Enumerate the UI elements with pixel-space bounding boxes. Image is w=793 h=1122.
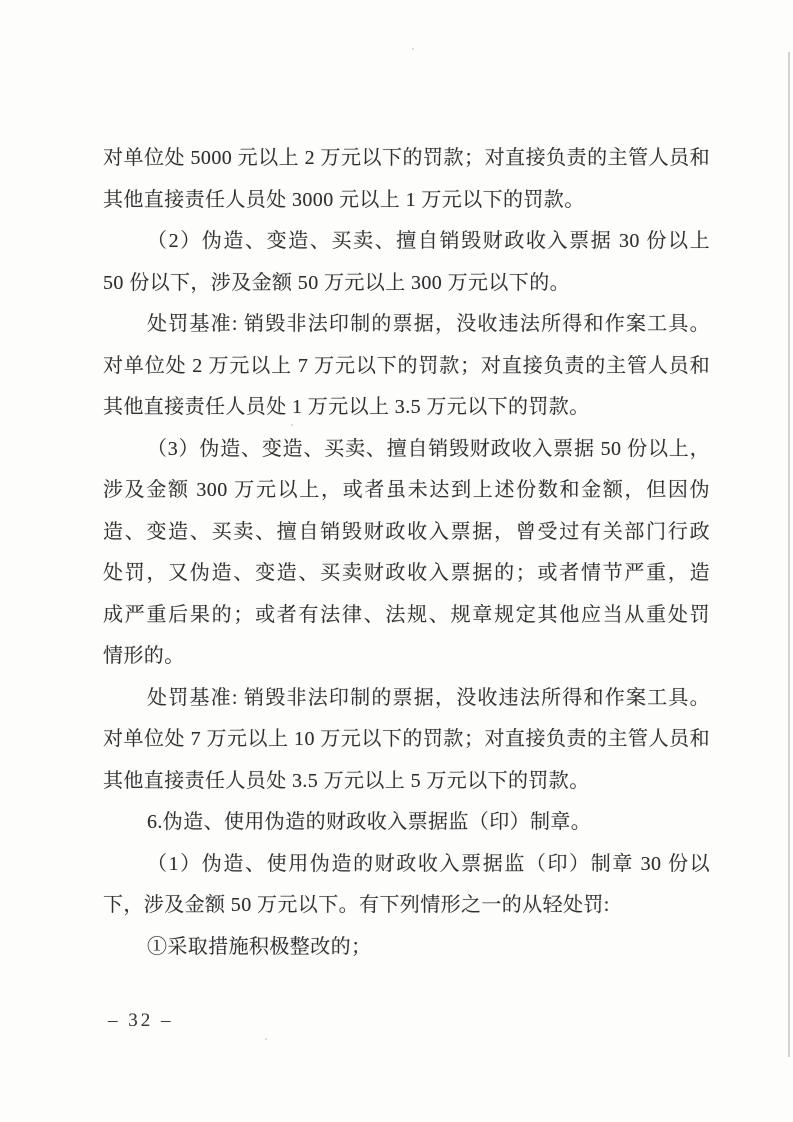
- text-line: （3）伪造、变造、买卖、擅自销毁财政收入票据 50 份以上，: [147, 437, 710, 460]
- text-line: ①采取措施积极整改的；: [147, 935, 372, 958]
- page-number: – 32 –: [108, 1010, 174, 1031]
- text-line: 涉及金额 300 万元以上，或者虽未达到上述份数和金额，但因伪: [103, 479, 710, 501]
- text-line: （1）伪造、使用伪造的财政收入票据监（印）制章 30 份以: [147, 852, 710, 875]
- document-body: [103, 138, 710, 968]
- paragraph: [103, 927, 710, 969]
- paragraph: [103, 802, 710, 844]
- text-line: 造、变造、买卖、擅自销毁财政收入票据，曾受过有关部门行政: [103, 520, 710, 543]
- paragraph: [103, 429, 710, 678]
- text-line: 对单位处 2 万元以上 7 万元以下的罚款；对直接负责的主管人员和: [103, 354, 710, 377]
- paragraph: [103, 844, 710, 927]
- paragraph: [103, 221, 710, 304]
- paragraph: [103, 678, 710, 803]
- text-line: 下，涉及金额 50 万元以下。有下列情形之一的从轻处罚:: [103, 894, 610, 916]
- text-line: 其他直接责任人员处 1 万元以上 3.5 万元以下的罚款。: [103, 396, 590, 418]
- text-line: 对单位处 7 万元以上 10 万元以下的罚款；对直接负责的主管人员和: [103, 728, 710, 750]
- text-line: 处罚基准: 销毁非法印制的票据，没收违法所得和作案工具。: [147, 313, 710, 335]
- text-line: 处罚，又伪造、变造、买卖财政收入票据的；或者情节严重，造: [103, 562, 710, 584]
- text-line: 对单位处 5000 元以上 2 万元以下的罚款；对直接负责的主管人员和: [103, 147, 710, 169]
- text-line: （2）伪造、变造、买卖、擅自销毁财政收入票据 30 份以上: [147, 230, 710, 252]
- text-line: 其他直接责任人员处 3000 元以上 1 万元以下的罚款。: [103, 188, 585, 211]
- text-line: 情形的。: [103, 645, 185, 667]
- scan-speck: [291, 424, 293, 426]
- paragraph: [103, 304, 710, 429]
- scan-edge-artifact: [788, 52, 790, 1057]
- paragraph: [103, 138, 710, 221]
- text-line: 成严重后果的；或者有法律、法规、规章规定其他应当从重处罚: [103, 603, 710, 626]
- text-line: 6.伪造、使用伪造的财政收入票据监（印）制章。: [147, 811, 592, 833]
- text-line: 50 份以下，涉及金额 50 万元以上 300 万元以下的。: [103, 271, 570, 294]
- scan-speck: [412, 48, 414, 50]
- text-line: 处罚基准: 销毁非法印制的票据，没收违法所得和作案工具。: [147, 686, 710, 709]
- text-line: 其他直接责任人员处 3.5 万元以上 5 万元以下的罚款。: [103, 769, 590, 792]
- scan-speck: [265, 1038, 267, 1040]
